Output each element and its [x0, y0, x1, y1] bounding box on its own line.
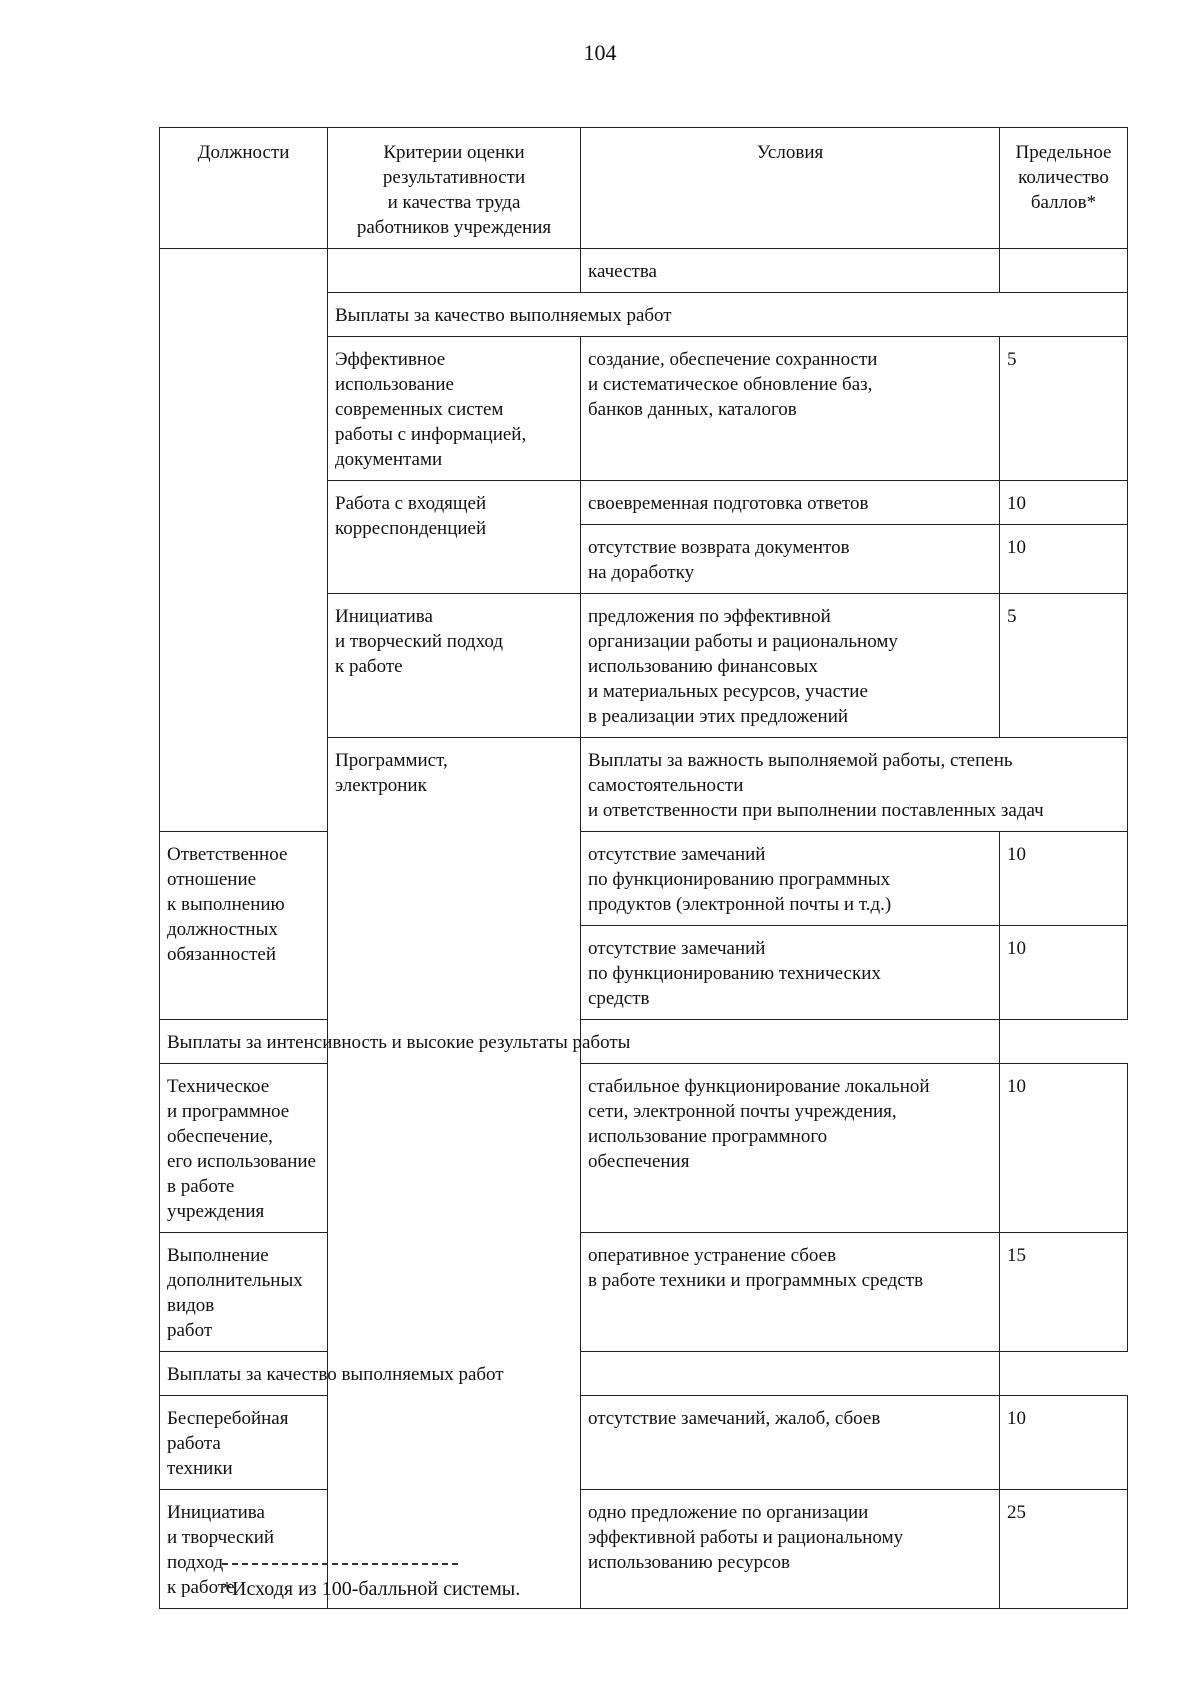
score-cell: 25 — [1000, 1490, 1128, 1609]
condition-cell: отсутствие возврата документов на доработку — [581, 525, 1000, 594]
table-row — [160, 1233, 1128, 1352]
score-cell: 5 — [1000, 337, 1128, 481]
score-cell: 10 — [1000, 832, 1128, 926]
position-cell: Программист, электроник — [328, 738, 581, 1609]
header-conditions: Условия — [581, 128, 1000, 249]
table-row — [160, 1064, 1128, 1233]
score-cell: 5 — [1000, 594, 1128, 738]
condition-cell: своевременная подготовка ответов — [581, 481, 1000, 525]
criterion-cell: Работа с входящей корреспонденцией — [328, 481, 581, 594]
section-title: Выплаты за интенсивность и высокие результаты работы — [160, 1020, 1000, 1064]
section-title: Выплаты за качество выполняемых работ — [328, 293, 1128, 337]
criterion-cell: Бесперебойная работа техники — [160, 1396, 328, 1490]
score-cell — [1000, 249, 1128, 293]
score-cell: 10 — [1000, 1064, 1128, 1233]
condition-cell: оперативное устранение сбоев в работе техники и программных средств — [581, 1233, 1000, 1352]
table-row — [160, 1396, 1128, 1490]
table-header-row — [160, 128, 1128, 249]
criterion-cell: Инициатива и творческий подход к работе — [160, 1490, 328, 1609]
score-cell: 10 — [1000, 481, 1128, 525]
table-row — [160, 832, 1128, 926]
criterion-cell — [328, 249, 581, 293]
score-cell: 15 — [1000, 1233, 1128, 1352]
header-positions: Должности — [160, 128, 328, 249]
criterion-cell: Инициатива и творческий подход к работе — [328, 594, 581, 738]
condition-cell: создание, обеспечение сохранности и систематическое обновление баз, банков данных, каталогов — [581, 337, 1000, 481]
condition-cell: качества — [581, 249, 1000, 293]
condition-cell: предложения по эффективной организации работы и рациональному использованию финансовых и материальных ресурсов, участие в реализации этих предложений — [581, 594, 1000, 738]
criterion-cell: Эффективное использование современных систем работы с информацией, документами — [328, 337, 581, 481]
section-title: Выплаты за качество выполняемых работ — [160, 1352, 1000, 1396]
footnote: *Исходя из 100-балльной системы. — [222, 1578, 521, 1600]
score-cell: 10 — [1000, 926, 1128, 1020]
criterion-cell: Ответственное отношение к выполнению должностных обязанностей — [160, 832, 328, 1020]
condition-cell: одно предложение по организации эффективной работы и рациональному использованию ресурсов — [581, 1490, 1000, 1609]
page-number: 104 — [583, 40, 617, 65]
section-row — [160, 1020, 1128, 1064]
condition-cell: отсутствие замечаний по функционированию технических средств — [581, 926, 1000, 1020]
section-row — [160, 1352, 1128, 1396]
header-max-points: Предельное количество баллов* — [1000, 128, 1128, 249]
criterion-cell: Техническое и программное обеспечение, его использование в работе учреждения — [160, 1064, 328, 1233]
condition-cell: отсутствие замечаний по функционированию программных продуктов (электронной почты и т.д.) — [581, 832, 1000, 926]
table-row — [160, 249, 1128, 293]
footnote-separator — [222, 1563, 458, 1565]
condition-cell: отсутствие замечаний, жалоб, сбоев — [581, 1396, 1000, 1490]
score-cell: 10 — [1000, 525, 1128, 594]
condition-cell: стабильное функционирование локальной сети, электронной почты учреждения, использование программного обеспечения — [581, 1064, 1000, 1233]
criteria-table — [159, 127, 1128, 1609]
header-criteria: Критерии оценки результативности и качества труда работников учреждения — [328, 128, 581, 249]
position-cell-continued — [160, 249, 328, 832]
score-cell: 10 — [1000, 1396, 1128, 1490]
criterion-cell: Выполнение дополнительных видов работ — [160, 1233, 328, 1352]
section-title: Выплаты за важность выполняемой работы, степень самостоятельности и ответственности при выполнении поставленных задач — [581, 738, 1128, 832]
